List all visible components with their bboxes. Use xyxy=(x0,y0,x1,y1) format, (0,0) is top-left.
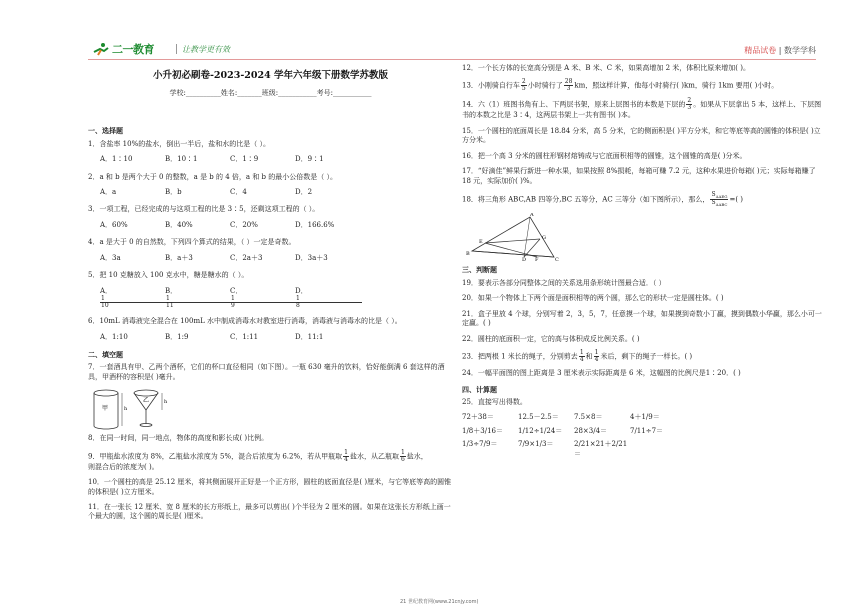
tri-label-b: B xyxy=(466,251,470,258)
page-header xyxy=(0,0,860,60)
question-3: 3．一项工程，已经完成的与这项工程的比是 3∶5，还剩这项工程的（ ）。 xyxy=(88,205,320,214)
section-judge: 三、判断题 xyxy=(462,265,497,275)
arith-row-2 xyxy=(462,427,822,436)
header-rule xyxy=(88,59,816,60)
option: D．3a＋3 xyxy=(295,253,328,262)
cup-b-label: 乙 xyxy=(143,397,150,405)
question-11: 11．在一张长 12 厘米、宽 8 厘米的长方形纸上，最多可以剪出( )个半径为 2 厘米的圆。如果在这张长方形纸上画一个最大的圆，这个圆的周长是( )厘米。 xyxy=(88,503,451,521)
option: C．1∶9 xyxy=(230,155,259,164)
question-6-options xyxy=(100,333,453,342)
tag-subject: 数学学科 xyxy=(784,46,816,55)
fraction: $\frac{2}{5}$ xyxy=(521,78,526,93)
arith-item: 1/12÷1/24＝ xyxy=(518,426,563,435)
option: C．2a＋3 xyxy=(230,253,263,262)
question-23: 23．把两根 1 米长的绳子，分别剪去 $\frac{1}{4}$ 和 $\frac{1}{4}$ 米后，剩下的绳子一样长。( ) xyxy=(462,349,693,364)
question-1: 1．含盐率 10%的盐水，倒出一半后，盐和水的比是（ ）。 xyxy=(88,139,270,148)
fraction: $\frac{1}{10}$ xyxy=(101,296,166,309)
header-slogan: 让教学更有效 xyxy=(182,45,230,54)
question-24: 24．一幅平面图的图上距离是 3 厘米表示实际距离是 6 米，这幅图的比例尺是1∶20．( ) xyxy=(462,369,741,378)
question-4-options xyxy=(100,254,453,263)
right-column xyxy=(462,64,822,462)
option: D．9∶1 xyxy=(295,155,324,164)
option: C．1:11 xyxy=(230,332,259,341)
fraction: $\frac{1}{9}$ xyxy=(231,296,296,309)
tri-label-d: D xyxy=(522,257,527,262)
option: A．1∶10 xyxy=(100,155,133,164)
question-5: 5．把 10 克糖放入 100 克水中，糖是糖水的（ ）。 xyxy=(88,271,249,280)
question-9: 9．甲瓶盐水浓度为 8%，乙瓶盐水浓度为 5%，混合后浓度为 6.2%，若从甲瓶取 $\frac{1}{4}$ 盐水，从乙瓶取 $\frac{1}{6}$ 盐水， 则混合后的浓度为( )。 xyxy=(88,448,428,471)
cup-b-h-label: h xyxy=(164,399,168,406)
fraction: $\frac{1}{6}$ xyxy=(400,448,405,463)
question-1-options xyxy=(100,155,453,164)
option: D． $\frac{1}{8}$ xyxy=(295,287,360,309)
option: C．20% xyxy=(230,220,258,229)
option: A．60% xyxy=(100,220,128,229)
arith-item: 1/8＋3/16＝ xyxy=(462,426,503,435)
option: B．a＋3 xyxy=(165,253,193,262)
question-20: 20．如果一个物体上下两个面是面积相等的两个圆，那么它的形状一定是圆柱体。( ) xyxy=(462,294,724,303)
option: D．11:1 xyxy=(295,332,324,341)
option: A．1:10 xyxy=(100,332,128,341)
option: B．40% xyxy=(165,220,193,229)
arith-item: 1/3÷7/9＝ xyxy=(462,440,498,449)
tag-premium: 精品试卷 xyxy=(744,46,777,55)
arith-item: 72＋38＝ xyxy=(462,413,494,422)
option: D．166.6% xyxy=(295,220,335,229)
brand-logo xyxy=(92,40,172,58)
question-10: 10．一个圆柱的高是 25.12 厘米，将其侧面展开正好是一个正方形，圆柱的底面直径是( )厘米，与它等底等高的圆锥的体积是( )立方厘米。 xyxy=(88,478,452,496)
page-title: 小升初必刷卷-2023-2024 学年六年级下册数学苏教版 xyxy=(152,70,389,81)
section-calc: 四、计算题 xyxy=(462,384,497,394)
tri-label-f: F xyxy=(535,257,539,262)
arith-row-3 xyxy=(462,440,822,459)
question-12: 12．一个长方体的长宽高分别是 A 米、B 米、C 米，如果高增加 2 米，体积比原来增加( )。 xyxy=(462,64,750,72)
question-16: 16．把一个高 3 分米的圆柱形钢材熔铸成与它底面积相等的圆锥，这个圆锥的高是( )分米。 xyxy=(462,151,747,160)
question-19: 19．要表示各部分同整体之间的关系选用条形统计图最合适．（ ） xyxy=(462,278,666,287)
header-tags xyxy=(744,45,816,56)
arith-row-1 xyxy=(462,413,822,422)
cups-figure xyxy=(88,388,178,430)
option: B． $\frac{1}{11}$ xyxy=(165,287,230,309)
fraction: $\frac{2}{3}$ xyxy=(687,97,692,112)
left-column xyxy=(88,64,453,528)
option: D．2 xyxy=(295,188,313,196)
question-21: 21．盒子里放 4 个球，分别写着 2，3，5，7，任意摸一个球，如果摸到奇数小丁赢，摸到偶数小华赢，那么小可一定赢。( ) xyxy=(462,309,822,328)
question-25: 25．直接写出得数。 xyxy=(462,397,527,406)
option: B．b xyxy=(165,188,182,196)
question-13: 13．小刚骑自行车 $\frac{2}{5}$ 小时骑行了 $\frac{28}{3}$ km，照这样计算，他每小时骑行( )km，骑行 1km 要用( )小时。 xyxy=(462,78,779,93)
fraction: $\frac{1}{4}$ xyxy=(579,349,584,364)
arith-item: 7/9×1/3＝ xyxy=(518,440,554,449)
header-divider xyxy=(176,44,177,54)
fraction: $\frac{1}{4}$ xyxy=(344,448,348,463)
cup-h-label: h xyxy=(124,406,128,413)
question-8: 8．在同一时间，同一地点，物体的高度和影长成( )比例。 xyxy=(88,434,269,443)
arith-item: 4＋1/9＝ xyxy=(630,413,660,422)
option: B．1:9 xyxy=(165,332,189,341)
arith-item: 2/21×21＋2/21＝ xyxy=(574,440,628,458)
option: A． $\frac{1}{10}$ xyxy=(100,287,165,309)
option: C． $\frac{1}{9}$ xyxy=(230,287,295,309)
arith-item: 12.5－2.5＝ xyxy=(518,413,559,422)
question-18: 18．将三角形 ABC,AB 四等分,BC 五等分，AC 三等分（如下图所示），那么， $\frac{S_{\Delta AEG}}{S_{\Delta ABC}}$ =( ) xyxy=(462,191,744,208)
option: A．a xyxy=(100,188,117,196)
option: B．10∶1 xyxy=(165,155,198,164)
tri-label-e: E xyxy=(479,239,483,246)
tri-label-c: C xyxy=(555,257,559,262)
tri-label-g: G xyxy=(542,235,546,242)
question-4: 4．a 是大于 0 的自然数，下列四个算式的结果，（ ）一定是奇数。 xyxy=(88,238,296,247)
fraction: $\frac{1}{8}$ xyxy=(296,296,361,309)
tri-label-a: A xyxy=(530,213,534,219)
question-7: 7．一套酒具有甲、乙两个酒杯，它们的杯口直径相同（如下图）。一瓶 630 毫升的饮料，恰好能倒满 6 套这样的酒具，甲酒杯的容积是( )毫升。 xyxy=(88,363,445,381)
cup-a-label: 甲 xyxy=(102,405,109,413)
student-info-line: 学校:__________姓名:_______班级:___________考号:___________ xyxy=(169,88,372,97)
question-14: 14．六（1）班图书角有上、下两层书架，原来上层图书的本数是下层的 $\frac{2}{3}$ 。如果从下层拿出 5 本，这样上、下层图书的本数之比是 3∶4，这两层书架上一共有图书( )本。 xyxy=(462,97,822,120)
question-17: 17．“好滴佳”鲜果行新进一种水果，如果按照 8%损耗，每箱可赚 7.2 元，这种水果进价每箱( )元；实际每箱赚了 18 元，实际加价( )%。 xyxy=(462,167,816,185)
brand-name: 二一教育 xyxy=(112,43,154,56)
section-fill: 二、填空题 xyxy=(88,349,123,359)
question-15: 15．一个圆柱的底面周长是 18.84 分米，高 5 分米，它的侧面积是( )平方分米，和它等底等高的圆锥的体积是( )立方分米。 xyxy=(462,126,821,145)
fraction: $\frac{S_{\Delta AEG}}{S_{\Delta ABC}}$ xyxy=(711,191,728,208)
arith-item: 7.5×8＝ xyxy=(574,413,603,422)
tag-separator: | xyxy=(778,46,782,55)
fraction: $\frac{1}{11}$ xyxy=(166,296,231,309)
question-5-options xyxy=(100,287,453,309)
arith-item: 28×3/4＝ xyxy=(574,426,608,435)
triangle-figure xyxy=(462,213,572,261)
page-footer: 21 世纪教育网(www.21cnjy.com) xyxy=(400,599,479,605)
arith-item: 7/11÷7＝ xyxy=(630,426,664,435)
fraction: $\frac{28}{3}$ xyxy=(564,78,573,93)
question-2-options xyxy=(100,188,453,197)
runner-logo-icon xyxy=(92,42,110,56)
section-choice: 一、选择题 xyxy=(88,126,123,136)
option: C．4 xyxy=(230,188,247,196)
fraction: $\frac{1}{4}$ xyxy=(594,349,599,364)
question-6: 6．10mL 消毒液完全混合在 100mL 水中制成消毒水对教室进行消毒，消毒液与消毒水的比是（ ）。 xyxy=(88,317,402,326)
question-22: 22．圆柱的底面积一定，它的高与体积成反比例关系。( ) xyxy=(462,334,640,343)
question-2: 2．a 和 b 是两个大于 0 的整数，a 是 b 的 4 倍，a 和 b 的最小公倍数是（ ）。 xyxy=(88,172,337,181)
option: A．3a xyxy=(100,253,121,262)
question-3-options xyxy=(100,221,453,230)
